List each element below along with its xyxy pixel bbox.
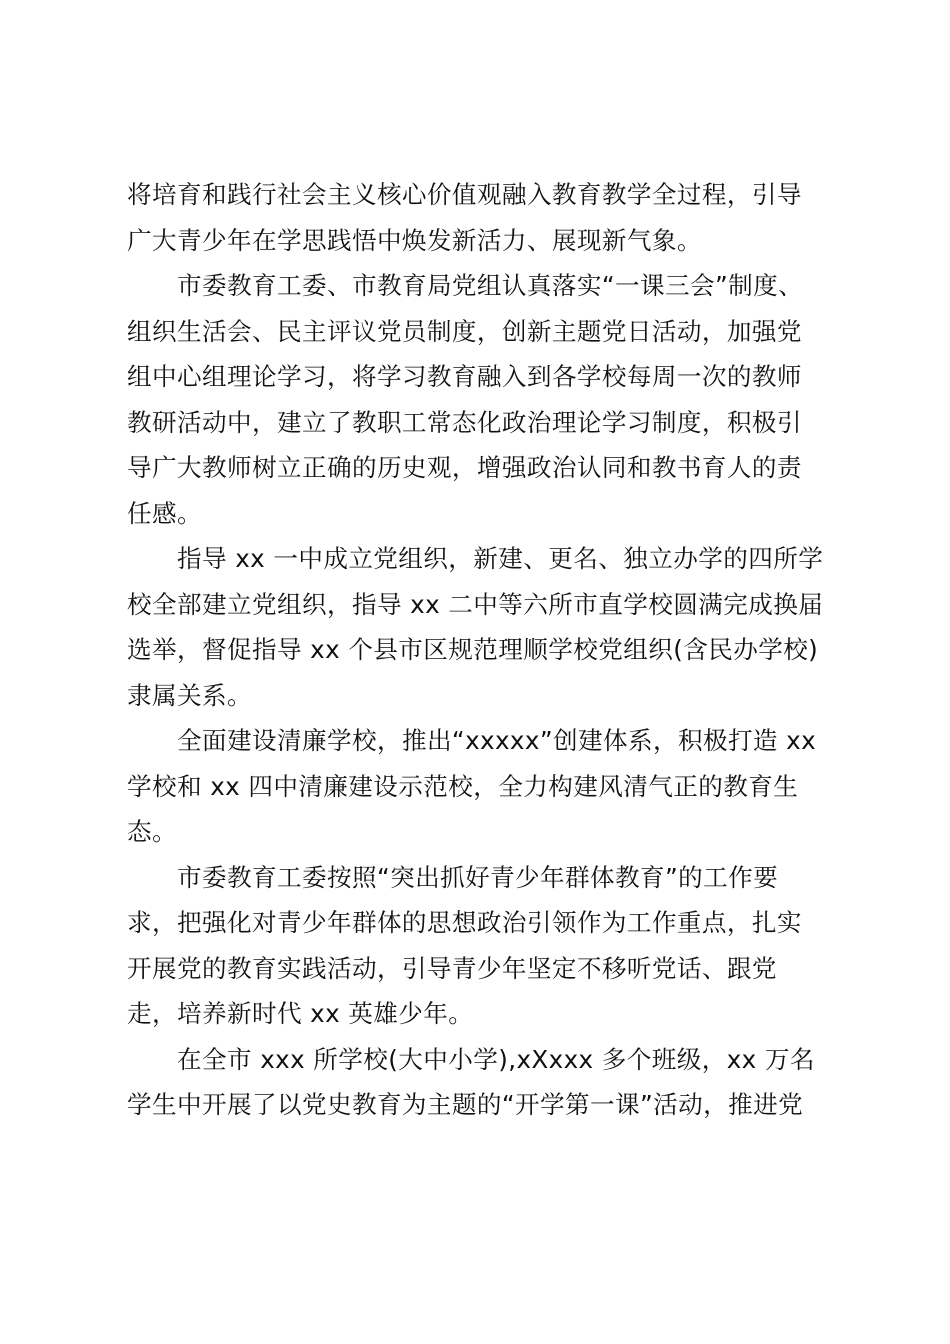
text-line: 校全部建立党组织，指导 xx 二中等六所市直学校圆满完成换届 bbox=[127, 589, 824, 619]
text-line: 求，把强化对青少年群体的思想政治引领作为工作重点，扎实 bbox=[127, 908, 802, 937]
text-line: 组织生活会、民主评议党员制度，创新主题党日活动，加强党 bbox=[127, 316, 802, 346]
text-line: 市委教育工委按照“突出抓好青少年群体教育”的工作要 bbox=[177, 862, 779, 892]
text-line: 全面建设清廉学校，推出“xxxxx”创建体系，积极打造 xx bbox=[177, 726, 817, 755]
text-line: 态。 bbox=[127, 817, 177, 846]
text-line: 隶属关系。 bbox=[127, 680, 252, 710]
text-line: 导广大教师树立正确的历史观，增强政治认同和教书育人的责 bbox=[127, 453, 802, 482]
text-line: 指导 xx 一中成立党组织，新建、更名、独立办学的四所学 bbox=[177, 544, 824, 573]
text-line: 组中心组理论学习，将学习教育融入到各学校每周一次的教师 bbox=[127, 362, 802, 391]
text-line: 广大青少年在学思践悟中焕发新活力、展现新气象。 bbox=[127, 225, 702, 255]
paragraph-6 bbox=[127, 1037, 837, 1128]
text-line: 任感。 bbox=[127, 498, 202, 528]
text-line: 市委教育工委、市教育局党组认真落实“一课三会”制度、 bbox=[177, 271, 804, 300]
text-line: 选举，督促指导 xx 个县市区规范理顺学校党组织(含民办学校) bbox=[127, 635, 819, 664]
text-line: 教研活动中，建立了教职工常态化政治理论学习制度，积极引 bbox=[127, 407, 802, 437]
paragraph-1 bbox=[127, 172, 837, 263]
document-body bbox=[127, 172, 837, 1128]
paragraph-3 bbox=[127, 536, 837, 718]
paragraph-2 bbox=[127, 263, 837, 536]
text-line: 学生中开展了以党史教育为主题的“开学第一课”活动，推进党 bbox=[127, 1090, 804, 1119]
paragraph-5 bbox=[127, 855, 837, 1037]
text-line: 学校和 xx 四中清廉建设示范校，全力构建风清气正的教育生 bbox=[127, 771, 799, 801]
text-line: 在全市 xxx 所学校(大中小学),xXxxx 多个班级，xx 万名 bbox=[177, 1044, 815, 1074]
text-line: 将培育和践行社会主义核心价值观融入教育教学全过程，引导 bbox=[127, 180, 802, 209]
text-line: 开展党的教育实践活动，引导青少年坚定不移听党话、跟党 bbox=[127, 953, 777, 983]
text-line: 走，培养新时代 xx 英雄少年。 bbox=[127, 999, 474, 1028]
paragraph-4 bbox=[127, 718, 837, 855]
